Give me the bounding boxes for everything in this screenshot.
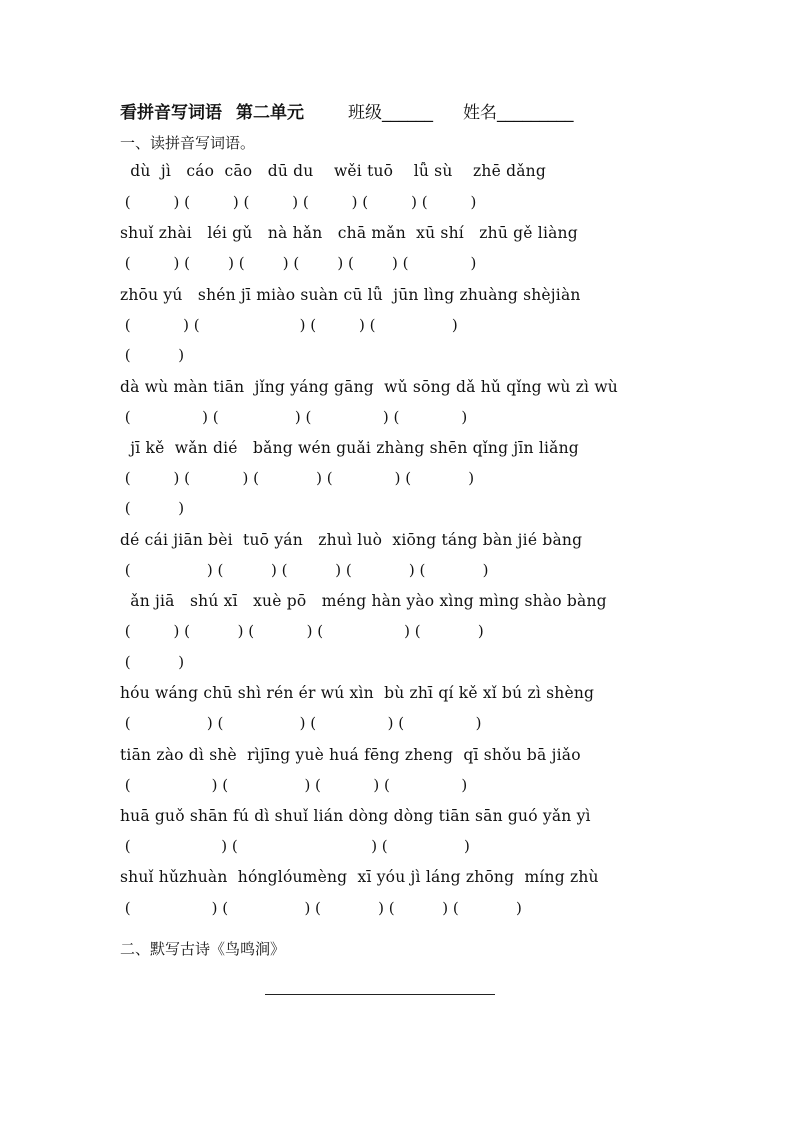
answer-brackets-row: ( ) ( ) ( ) ( ) (120, 776, 468, 794)
section-two-heading: 二、默写古诗《鸟鸣涧》 (120, 940, 286, 958)
worksheet-title: 看拼音写词语 (120, 103, 222, 123)
answer-brackets-row: ( ) ( ) ( ) ( ) ( ) (120, 622, 484, 640)
answer-brackets-row: ( ) ( ) ( ) (120, 837, 470, 855)
pinyin-row: zhōu yú shén jī miào suàn cū lǚ jūn lìng zhuàng shèjiàn (120, 286, 581, 304)
pinyin-row: shuǐ hǔzhuàn hónglóumèng xī yóu jì láng zhōng míng zhù (120, 868, 599, 886)
answer-brackets-row: ( ) (120, 653, 185, 671)
worksheet-header (120, 98, 574, 123)
pinyin-row: dé cái jiān bèi tuō yán zhuì luò xiōng táng bàn jié bàng (120, 531, 583, 549)
pinyin-row: dà wù màn tiān jǐng yáng gāng wǔ sōng dǎ hǔ qǐng wù zì wù (120, 378, 618, 396)
pinyin-row: hóu wáng chū shì rén ér wú xìn bù zhī qí kě xǐ bú zì shèng (120, 684, 595, 702)
answer-brackets-row: ( ) ( ) ( ) ( ) (120, 408, 468, 426)
answer-brackets-row: ( ) (120, 499, 185, 517)
section-one-heading: 一、读拼音写词语。 (120, 134, 256, 152)
name-field-label: 姓名_________ (463, 103, 574, 123)
answer-brackets-row: ( ) ( ) ( ) ( ) ( ) ( ) (120, 193, 477, 211)
pinyin-row: ǎn jiā shú xī xuè pō méng hàn yào xìng mìng shào bàng (120, 592, 607, 610)
pinyin-row: dù jì cáo cāo dū du wěi tuō lǚ sù zhē dǎng (120, 162, 546, 180)
answer-brackets-row: ( ) ( ) ( ) ( ) ( ) ( ) (120, 254, 477, 272)
answer-brackets-row: ( ) ( ) ( ) ( ) ( ) (120, 561, 489, 579)
pinyin-row: tiān zào dì shè rìjīng yuè huá fēng zheng qī shǒu bā jiǎo (120, 746, 581, 764)
answer-brackets-row: ( ) ( ) ( ) ( ) ( ) (120, 469, 475, 487)
pinyin-row: huā guǒ shān fú dì shuǐ lián dòng dòng tiān sān guó yǎn yì (120, 807, 591, 825)
answer-brackets-row: ( ) ( ) ( ) ( ) (120, 316, 458, 334)
poem-writing-line (265, 994, 495, 995)
unit-label: 第二单元 (236, 103, 304, 123)
pinyin-row: jī kě wǎn dié bǎng wén guǎi zhàng shēn qǐng jīn liǎng (120, 439, 579, 457)
class-field-label: 班级______ (348, 103, 433, 123)
answer-brackets-row: ( ) ( ) ( ) ( ) (120, 714, 482, 732)
answer-brackets-row: ( ) (120, 346, 185, 364)
pinyin-row: shuǐ zhài léi gǔ nà hǎn chā mǎn xū shí zhū gě liàng (120, 224, 578, 242)
answer-brackets-row: ( ) ( ) ( ) ( ) ( ) (120, 899, 522, 917)
